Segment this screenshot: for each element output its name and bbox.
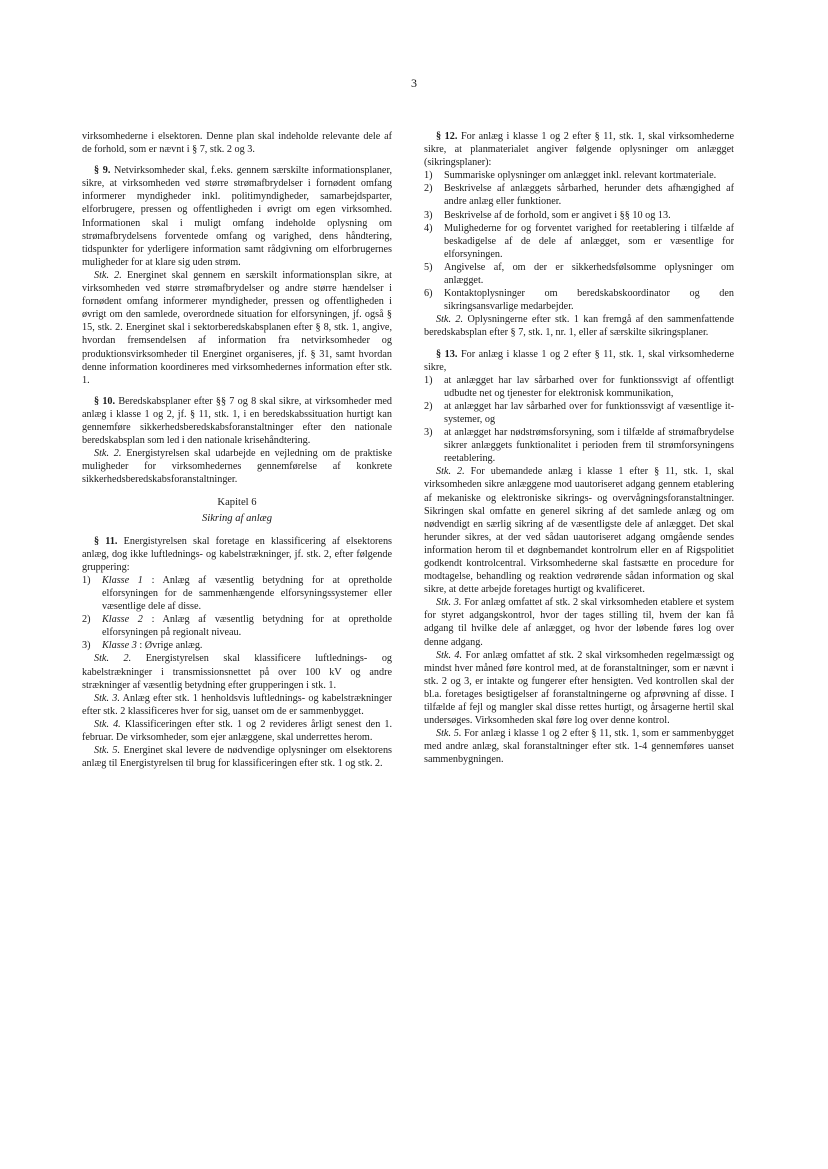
section-symbol: § 10. <box>94 395 116 407</box>
item-number: 2) <box>82 614 91 626</box>
item-text: : Anlæg af væsentlig betydning for at opretholde elforsyningen for de sammenhængende elforsyningssystemer eller væsentlige dele af disse. <box>102 574 393 613</box>
stk-text: For anlæg omfattet af stk. 2 skal virksomheden etablere et system for styret adgangskontrol, hvor der tages stilling til, hvem der kan få adgang til hvilke dele af anlægget, og hvor der løbende føres log over denne adgang. <box>424 597 735 648</box>
item-text: at anlægget har lav sårbarhed over for funktionssvigt af væsentlige it-systemer, og <box>444 400 734 425</box>
stk-text: Oplysningerne efter stk. 1 kan fremgå af den sammenfattende beredskabsplan efter § 7, stk. 1, nr. 1, eller af særskilte sikringsplaner. <box>424 314 735 339</box>
section-11-stk-3 <box>82 692 392 718</box>
section-10-stk-2 <box>82 447 392 486</box>
list-item <box>424 287 734 313</box>
section-9-stk-2 <box>82 269 392 387</box>
chapter-title: Sikring af anlæg <box>201 512 273 524</box>
section-13 <box>424 348 734 374</box>
section-text: For anlæg i klasse 1 og 2 efter § 11, stk. 1, skal virksomhederne sikre, at planmaterialet angiver følgende oplysninger om anlægget (sikringsplaner): <box>424 131 735 169</box>
item-number: 2) <box>424 400 433 412</box>
left-column <box>82 130 392 770</box>
stk-text: Energinet skal levere de nødvendige oplysninger om elsektorens anlæg til Energistyrelsen til brug for klassificeringen efter stk. 1 og stk. 2. <box>82 745 392 770</box>
section-13-stk-2 <box>424 465 734 596</box>
section-symbol: § 9. <box>94 165 111 177</box>
stk-label: Stk. 2. <box>94 269 122 281</box>
section-symbol: § 11. <box>94 535 118 547</box>
item-number: 1) <box>424 374 433 386</box>
section-11-stk-5 <box>82 744 392 770</box>
item-text: : Øvrige anlæg. <box>139 640 203 652</box>
item-text: at anlægget har nødstrømsforsyning, som i tilfælde af strømafbrydelse sikrer anlæggets funktionalitet i perioden frem til strømforsyningens reetablering. <box>444 427 734 465</box>
list-item <box>424 169 734 182</box>
list-item <box>424 261 734 287</box>
section-12-list <box>424 169 734 313</box>
item-number: 6) <box>424 288 433 300</box>
item-text: Angivelse af, om der er sikkerhedsfølsomme oplysninger om anlægget. <box>444 261 734 287</box>
item-number: 5) <box>424 261 433 273</box>
section-text: Energistyrelsen skal foretage en klassificering af elsektorens anlæg, dog ikke luftlednings- og kabelstrækninger, jf. stk. 2, efter følgende gruppering: <box>82 535 393 573</box>
section-13-stk-3 <box>424 596 734 648</box>
stk-text: For anlæg i klasse 1 og 2 efter § 11, stk. 1, som er sammenbygget med andre anlæg, skal foranstaltninger efter stk. 1-4 gennemføres uanset sammenbygningen. <box>424 728 734 766</box>
item-text: Beskrivelse af de forhold, som er angivet i §§ 10 og 13. <box>444 209 671 221</box>
stk-text: Energistyrelsen skal udarbejde en vejledning om de praktiske muligheder for virksomhedernes gennemførelse af konkrete sikkerhedsberedskabsforanstaltninger. <box>82 448 392 486</box>
section-symbol: § 12. <box>436 131 458 142</box>
stk-text: For ubemandede anlæg i klasse 1 efter § 11, stk. 1, skal virksomheden sikre anlæggene mod uautoriseret adgang gennem etablering af mekaniske og elektroniske sikrings- og overvågningsforanstaltninger. Sikringen skal omfatte en generel sikring af det samlede anlæg og om nødvendigt en særlig sikring af de væsentligste dele af anlægget. Det skal herunder sikres, at der ved sådan uautoriseret adgang omgående sendes information herom til et døgnbemandet kontrolrum eller en af Rigspolitiet godkendt kontrolcentral. Virksomhederne skal fastsætte en procedure for modtagelse, behandling og reaktion vedrørende sådan information og skal sikre, at dette arbejde foretages hurtigt og kvalificeret. <box>424 466 734 596</box>
class-label: Klasse 2 <box>102 614 143 626</box>
stk-label: Stk. 5. <box>436 728 462 740</box>
item-number: 3) <box>424 209 433 221</box>
list-item <box>424 426 734 465</box>
list-item <box>424 222 734 261</box>
stk-label: Stk. 2. <box>436 466 465 478</box>
right-column <box>424 130 734 767</box>
item-number: 4) <box>424 222 433 234</box>
stk-label: Stk. 4. <box>436 649 463 661</box>
list-item <box>424 374 734 400</box>
class-label: Klasse 1 <box>102 574 143 586</box>
section-11-stk-2 <box>82 652 392 691</box>
section-13-list <box>424 374 734 466</box>
stk-label: Stk. 4. <box>94 718 121 730</box>
list-item <box>82 639 392 652</box>
section-12-stk-2 <box>424 313 734 339</box>
item-number: 3) <box>82 640 91 652</box>
page-number: 3 <box>411 76 417 90</box>
intro-paragraph: virksomhederne i elsektoren. Denne plan skal indeholde relevante dele af de forhold, som er nævnt i § 7, stk. 2 og 3. <box>82 131 392 156</box>
stk-text: Klassificeringen efter stk. 1 og 2 revideres årligt senest den 1. februar. De virksomheder, som ejer anlæggene, skal underrettes herom. <box>82 718 393 744</box>
stk-text: For anlæg omfattet af stk. 2 skal virksomheden regelmæssigt og mindst hver måned føre kontrol med, at de foranstaltninger, som er nævnt i stk. 2 og 3, er intakte og fungerer efter hensigten. Ved kontrollen skal der bl.a. foretages besigtigelser af foranstaltningerne og afprøvning af disse. I tilfælde af fejl og mangler skal disse rettes hurtigt, og årsagerne hertil skal undersøges. Virksomheden skal føre log over denne kontrol. <box>424 649 734 727</box>
section-12 <box>424 130 734 169</box>
section-13-stk-4 <box>424 649 734 728</box>
section-13-stk-5 <box>424 727 734 766</box>
section-text: Netvirksomheder skal, f.eks. gennem særskilte informationsplaner, sikre, at virksomheden ved større strømafbrydelser i fornødent omfang informerer myndigheder inkl. politimyndigheder, samarbejdsparter, elforbrugere, pressen og offentligheden i øvrigt om egen virksomhed. Informationen skal i muligt omfang indeholde oplysning om strømafbrydelsens forventede omfang og varighed, dens håndtering, tidspunkter for yderligere information samt rådgivning om elforbrugernes muligheder for at klare sig uden strøm. <box>82 165 392 268</box>
section-text: Beredskabsplaner efter §§ 7 og 8 skal sikre, at virksomheder med anlæg i klasse 1 og 2, jf. § 11, stk. 1, i en beredskabssituation hurtigt kan gennemføre sikkerhedsberedskabsforanstaltninger efter den nationale beredskabsplan som led i den nationale krisehåndtering. <box>82 395 393 447</box>
list-item <box>424 182 734 208</box>
chapter-heading: Kapitel 6 <box>217 497 257 509</box>
section-text: For anlæg i klasse 1 og 2 efter § 11, stk. 1, skal virksomhederne sikre, <box>424 348 735 373</box>
item-number: 1) <box>424 170 433 182</box>
section-9 <box>82 164 392 269</box>
item-number: 1) <box>82 574 91 586</box>
list-item <box>82 574 392 613</box>
item-text: at anlægget har lav sårbarhed over for funktionssvigt af offentligt udbudte net og tjenester for elektronisk kommunikation, <box>444 374 734 399</box>
item-text: Kontaktoplysninger om beredskabskoordinator og den sikringsansvarlige medarbejder. <box>444 288 734 313</box>
item-number: 3) <box>424 427 433 439</box>
stk-label: Stk. 3. <box>436 597 462 609</box>
list-item <box>424 400 734 426</box>
item-number: 2) <box>424 183 433 195</box>
stk-label: Stk. 2. <box>436 314 464 326</box>
section-11 <box>82 535 392 574</box>
item-text: Mulighederne for og forventet varighed for reetablering i tilfælde af beskadigelse af de dele af anlægget, som er væsentlige for elforsyningen. <box>444 222 734 260</box>
section-11-list <box>82 574 392 653</box>
stk-label: Stk. 2. <box>94 448 122 460</box>
item-text: Summariske oplysninger om anlægget inkl. relevant kortmateriale. <box>444 170 717 182</box>
stk-text: Energistyrelsen skal klassificere luftlednings- og kabelstrækninger i transmissionsnettet på over 100 kV og andre strækninger af væsentlig betydning efter grupperingen i stk. 1. <box>82 653 393 691</box>
class-label: Klasse 3 <box>102 640 137 652</box>
stk-text: Energinet skal gennem en særskilt informationsplan sikre, at virksomheden ved større strømafbrydelser og andre større hændelser i fornødent omfang informerer myndigheder, pressen og offentligheden i øvrigt om den samlede, overordnede situation for elforsyningen, jf. også § 15, stk. 2. Energinet skal i sektorberedskabsplanen efter § 8, stk. 1, angive, hvordan fremsendelsen af information fra netvirksomheder og produktionsvirksomheder til Energinet organiseres, jf. § 31, samt hvordan denne information koordineres med virksomhedernes information efter stk. 1. <box>82 269 393 386</box>
stk-label: Stk. 5. <box>94 745 121 757</box>
list-item <box>424 209 734 222</box>
section-10 <box>82 395 392 447</box>
list-item <box>82 613 392 639</box>
item-text: Beskrivelse af anlæggets sårbarhed, herunder dets afhængighed af andre anlæg eller funktioner. <box>444 183 734 208</box>
stk-label: Stk. 3. <box>94 692 120 704</box>
section-11-stk-4 <box>82 718 392 744</box>
stk-text: Anlæg efter stk. 1 henholdsvis luftlednings- og kabelstrækninger efter stk. 2 klassificeres hver for sig, uanset om de er sammenbygget. <box>82 692 393 717</box>
item-text: : Anlæg af væsentlig betydning for at opretholde elforsyningen på regionalt niveau. <box>102 614 393 639</box>
section-symbol: § 13. <box>436 348 458 360</box>
stk-label: Stk. 2. <box>94 653 132 665</box>
